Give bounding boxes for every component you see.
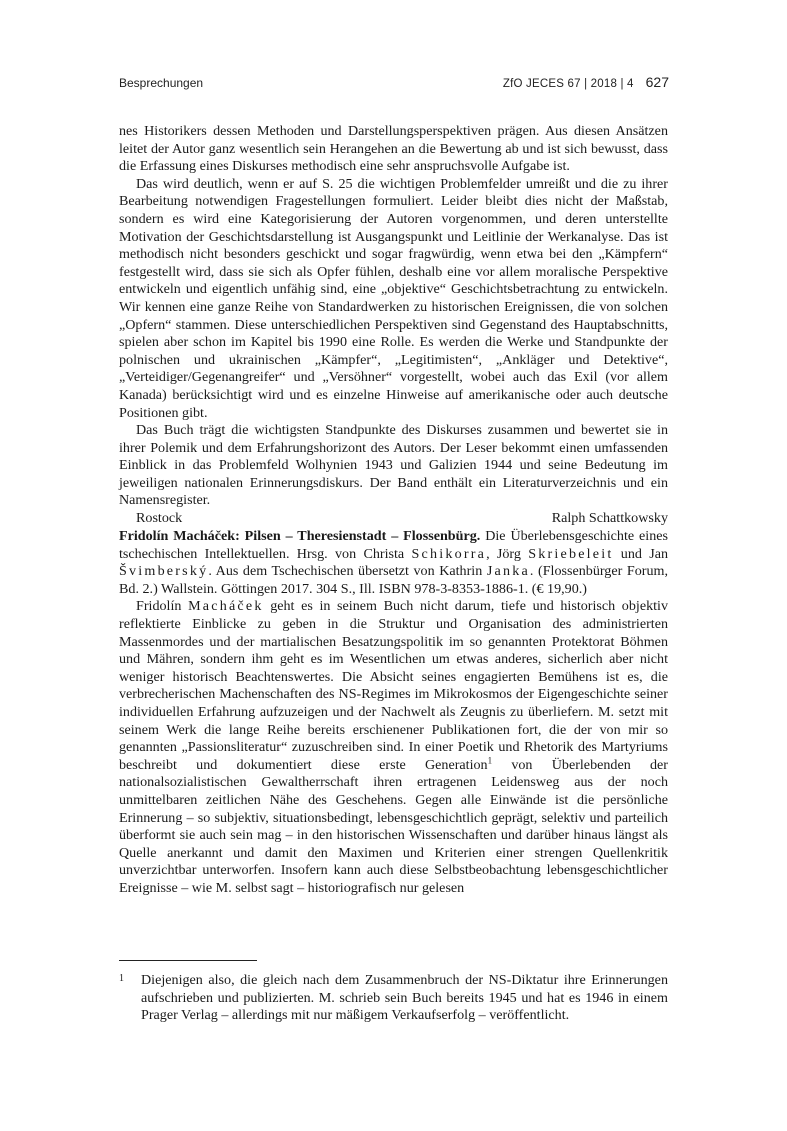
footnote-divider: [119, 960, 257, 961]
editor-name: Schikorra: [411, 545, 487, 562]
reviewer-city: Rostock: [136, 510, 183, 527]
editor-name: Švimberský: [119, 563, 209, 580]
review2-bibliography: Fridolín Macháček: Pilsen – Theresienstadt – Flossenbürg. Die Überlebensgeschichte eines tschechischen Intellektuellen. Hrsg. von Christa Schikorra, Jörg Skriebeleit und Jan Švimberský. Aus dem Tschechischen übersetzt von Kathrin Janka. (Flossenbürger Forum, Bd. 2.) Wallstein. Göttingen 2017. 304 S., Ill. ISBN 978-3-8353-1886-1. (€ 19,90.): [119, 528, 668, 597]
review1-paragraph-2: Das wird deutlich, wenn er auf S. 25 die wichtigen Problemfelder umreißt und die zu ihrer Bearbeitung notwendigen Fragestellungen formuliert. Leider bleibt dies nicht der Maßstab, sondern es wird eine Kategorisierung der Autoren vorgenommen, und deren unterstellte Motivation der Geschichtsdarstellung ist Ausgangspunkt und Leitlinie der Werkanalyse. Das ist methodisch nicht besonders geschickt und sogar fragwürdig, wenn etwa bei den „Kämpfern“ festgestellt wird, dass sie sich als Opfer fühlen, deshalb eine vor allem moralische Perspektive entwickeln und eigentlich unfähig sind, eine „objektive“ Geschichtsbetrachtung zu entwickeln. Wir kennen eine ganze Reihe von Standardwerken zu historischen Ereignissen, die von solchen „Opfern“ stammen. Diese unterschiedlichen Perspektiven sind Gegenstand des Hauptabschnitts, spielen aber schon im Kapitel bis 1990 eine Rolle. Es werden die Werke und Standpunkte der polnischen und ukrainischen „Kämpfer“, „Legitimisten“, „Ankläger und Detektive“, „Verteidiger/Gegenangreifer“ und „Versöhner“ vorgestellt, wobei auch das Exil (vor allem Kanada) berücksichtigt wird und es einzelne Hinweise auf amerikanische oder auch deutsche Positionen gibt.: [119, 175, 668, 421]
journal-name: ZfO JECES 67 | 2018 | 4: [502, 78, 634, 90]
footnote-number: 1: [119, 973, 124, 984]
journal-info: [503, 74, 669, 90]
section-title: Besprechungen: [119, 76, 204, 90]
main-text: [119, 123, 668, 898]
review1-paragraph-3: Das Buch trägt die wichtigsten Standpunkte des Diskurses zusammen und bewertet sie in ihrer Polemik und dem Erfahrungshorizont des Autors. Der Leser bekommt einen umfassenden Einblick in das Problemfeld Wolhynien 1943 und Galizien 1944 und seine Bedeutung im jeweiligen nationalen Erinnerungsdiskurs. Der Band enthält ein Literaturverzeichnis und ein Namensregister.: [119, 422, 668, 509]
review2-paragraph-1: Fridolín Macháček geht es in seinem Buch nicht darum, tiefe und historisch objektiv reflektierte Einblicke zu geben in die Struktur und Organisation des administrierten Massenmordes und der martialischen Besatzungspolitik im so genannten Protektorat Böhmen und Mähren, sondern ihm geht es im Wesentlichen um etwas anderes, sicherlich aber nicht weniger historisch Beachtenswertes. Die Absicht seines engagierten Bemühens ist es, die verbrecherischen Machenschaften des NS-Regimes im Mikrokosmos der Eigengeschichte seiner individuellen Erfahrung aufzuzeigen und der Nachwelt als Zeugnis zu überliefern. M. setzt mit seinem Werk die lange Reihe bereits erschienener Publikationen fort, die der von mir so genannten „Passionsliteratur“ zuzuschreiben sind. In einer Poetik und Rhetorik des Martyriums beschreibt und dokumentiert diese erste Generation$^1$ von Überlebenden der nationalsozialistischen Gewaltherrschaft ihren ertragenen Leidensweg aus der noch unmittelbaren zeitlichen Nähe des Geschehens. Gegen alle Einwände ist die persönliche Erinnerung – so subjektiv, situationsbedingt, lebensgeschichtlich geprägt, selektiv und parteilich überformt sie auch sein mag – in den historischen Wissenschaften und darüber hinaus längst als Quelle anerkannt und damit den Maximen und Kriterien einer strengen Quellenkritik unverzichtbar unterworfen. Insofern kann auch diese Selbstbeobachtung lebensgeschichtlicher Ereignisse – wie M. selbst sagt – historiografisch nur gelesen: [119, 598, 669, 896]
footnote-text: Diejenigen also, die gleich nach dem Zusammenbruch der NS-Diktatur ihre Erinnerungen aufschrieben und publizierten. M. schrieb sein Buch bereits 1945 und hat es 1946 in einem Prager Verlag – allerdings mit nur mäßigem Verkaufserfolg – veröffentlicht.: [141, 972, 668, 1024]
page-number: 627: [645, 74, 669, 90]
running-header: [119, 74, 669, 94]
translator-name: Janka: [486, 563, 530, 580]
review1-signature: [119, 510, 668, 528]
author-name: Macháček: [188, 598, 264, 615]
editor-name: Skriebeleit: [528, 545, 614, 562]
review1-paragraph-1: nes Historikers dessen Methoden und Darstellungsperspektiven prägen. Aus diesen Ansätzen leitet der Autor ganz wesentlich sein Herangehen an die Bewertung ab und ist sich bewusst, dass die Erfassung eines Diskurses methodisch eine sehr anspruchsvolle Aufgabe ist.: [119, 123, 668, 175]
footnote-reference: 1: [487, 755, 493, 766]
reviewer-name: Ralph Schattkowsky: [551, 510, 668, 527]
book-title: Fridolín Macháček: Pilsen – Theresienstadt – Flossenbürg.: [119, 528, 481, 545]
footnote: [119, 972, 668, 1025]
